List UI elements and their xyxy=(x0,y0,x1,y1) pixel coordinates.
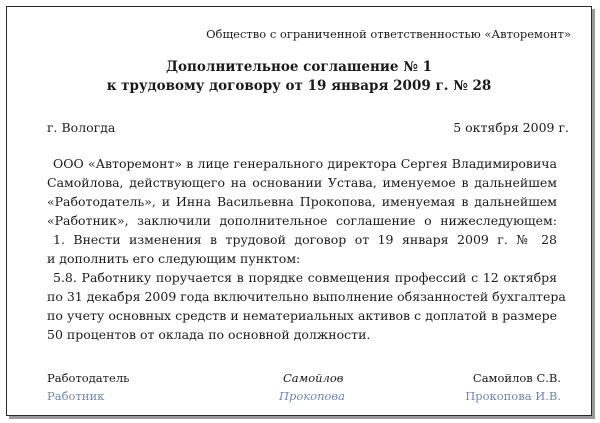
body-line-10: 50 процентов от оклада по основной должности. xyxy=(47,327,371,342)
document-date: 5 октября 2009 г. xyxy=(453,120,569,135)
employer-name: Самойлов С.В. xyxy=(472,371,561,385)
body-line-3: «Работодатель», и Инна Васильевна Прокопова, именуемая в дальнейшем xyxy=(47,194,557,209)
document-title: Дополнительное соглашение № 1 xyxy=(166,59,432,75)
body-line-6: и дополнить его следующим пунктом: xyxy=(47,251,301,266)
document-subtitle: к трудовому договору от 19 января 2009 г. № 28 xyxy=(106,78,492,94)
employer-signature: Самойлов xyxy=(283,371,344,385)
body-line-5: 1. Внести изменения в трудовой договор от 19 января 2009 г. № 28 xyxy=(53,232,557,247)
body-line-7: 5.8. Работнику поручается в порядке совмещения профессий с 12 октября xyxy=(53,270,557,285)
document-page xyxy=(6,6,592,416)
body-line-8: по 31 декабря 2009 года включительно выполнение обязанностей бухгалтера xyxy=(47,289,566,304)
body-line-2: Самойлова, действующего на основании Устава, именуемое в дальнейшем xyxy=(47,175,557,190)
employee-role-label: Работник xyxy=(47,389,105,403)
employee-signature: Прокопова xyxy=(279,389,345,403)
body-line-4: «Работник», заключили дополнительное соглашение о нижеследующем: xyxy=(47,213,557,228)
city: г. Вологда xyxy=(47,120,116,135)
employer-role-label: Работодатель xyxy=(47,371,130,385)
organization-header: Общество с ограниченной ответственностью «Авторемонт» xyxy=(206,27,571,41)
body-line-9: по учету основных средств и нематериальных активов с доплатой в размере xyxy=(47,308,557,323)
employee-name: Прокопова И.В. xyxy=(465,389,561,403)
body-line-1: ООО «Авторемонт» в лице генерального директора Сергея Владимировича xyxy=(53,156,557,171)
